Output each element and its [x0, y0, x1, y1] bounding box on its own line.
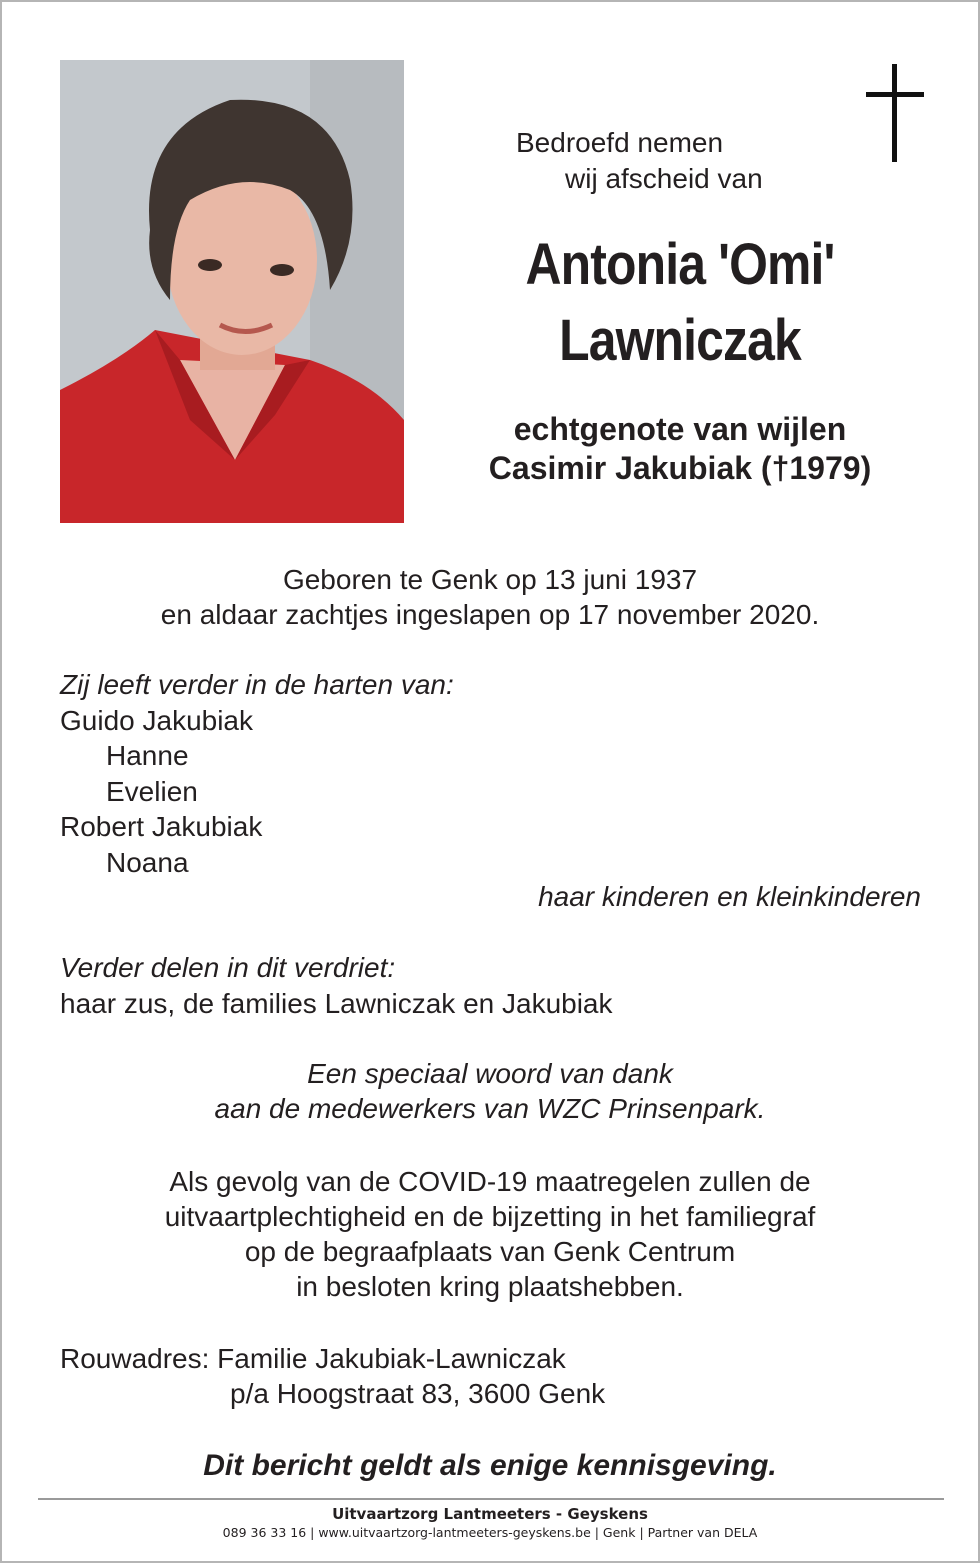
thanks-line-2: aan de medewerkers van WZC Prinsenpark.	[214, 1093, 766, 1124]
funeral-home-info: 089 36 33 16 | www.uitvaartzorg-lantmeeters-geyskens.be | Genk | Partner van DELA	[222, 1525, 758, 1540]
died-line: en aldaar zachtjes ingeslapen op 17 november 2020.	[160, 599, 820, 630]
address-line-2: p/a Hoogstraat 83, 3600 Genk	[230, 1378, 606, 1409]
survivors-caption: haar kinderen en kleinkinderen	[538, 881, 921, 912]
cross-icon	[866, 64, 924, 162]
survivor-name: Noana	[106, 846, 189, 878]
intro-line-2: wij afscheid van	[565, 163, 763, 194]
covid-line-1: Als gevolg van de COVID-19 maatregelen zullen de	[169, 1166, 811, 1197]
sharing-block	[60, 950, 613, 1021]
spouse-name: Casimir Jakubiak (†1979)	[488, 450, 872, 486]
sharing-heading: Verder delen in dit verdriet:	[60, 952, 396, 983]
thanks-line-1: Een speciaal woord van dank	[307, 1058, 673, 1089]
survivor-name: Evelien	[106, 775, 198, 807]
covid-line-4: in besloten kring plaatshebben.	[296, 1271, 684, 1302]
relation-line: echtgenote van wijlen	[513, 411, 847, 447]
funeral-home-name: Uitvaartzorg Lantmeeters - Geyskens	[332, 1505, 648, 1523]
name-line-2: Lawniczak	[559, 308, 801, 373]
survivor-name: Guido Jakubiak	[60, 704, 254, 736]
portrait-photo	[60, 60, 404, 523]
name-line-1: Antonia 'Omi'	[525, 232, 835, 297]
covid-line-2: uitvaartplechtigheid en de bijzetting in het familiegraf	[164, 1201, 816, 1232]
survivors-block	[60, 667, 454, 880]
footer-divider	[38, 1498, 944, 1500]
born-line: Geboren te Genk op 13 juni 1937	[282, 564, 698, 595]
survivors-heading: Zij leeft verder in de harten van:	[60, 669, 454, 700]
covid-line-3: op de begraafplaats van Genk Centrum	[244, 1236, 736, 1267]
sharing-text: haar zus, de families Lawniczak en Jakubiak	[60, 987, 613, 1019]
spouse-block	[434, 410, 926, 488]
deceased-name	[468, 227, 891, 379]
intro-line-1: Bedroefd nemen	[516, 127, 724, 158]
notice-statement: Dit bericht geldt als enige kennisgeving.	[203, 1449, 777, 1482]
survivor-name: Hanne	[106, 740, 189, 771]
address-line-1: Rouwadres: Familie Jakubiak-Lawniczak	[60, 1343, 566, 1374]
survivor-name: Robert Jakubiak	[60, 811, 263, 842]
